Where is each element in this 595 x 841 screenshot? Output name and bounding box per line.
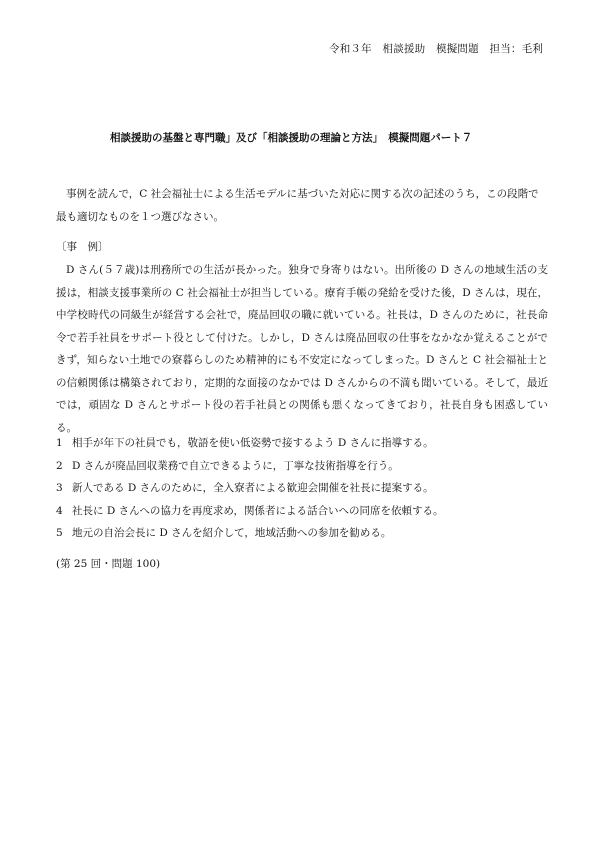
case-label: 〔事 例〕 [56,241,109,253]
question-source: (第 25 回・問題 100) [56,558,161,570]
answer-options [56,432,548,545]
option-text: 新人である D さんのために，全入寮者による歓迎会開催を社長に提案する。 [72,482,434,494]
option-number: 4 [56,504,63,517]
header-line: 令和３年 相談援助 模擬問題 担当：毛利 [329,43,543,55]
option-number: 1 [56,437,63,449]
case-body: D さん(５７歳)は刑務所での生活が長かった。独身で身寄りはない。出所後の D さんの地域生活の支援は，相談支援事業所の C 社会福祉士が担当している。療育手帳の発給を受けた後，D さんは，現在，中学校時代の同級生が経営する会社で，廃品回収の職に就いている。社長は，D さんのために，社長命令で若手社員をサポート役として付けた。しかし，D さんは廃品回収の仕事をなかなか覚えることができず，知らない土地での寮暮らしのため精神的にも不安定になってしまった。D さんと C 社会福祉士との信頼関係は構築されており，定期的な面接のなかでは D さんからの不満も聞いている。そして，最近では，頑固な D さんとサポート役の若手社員との関係も悪くなってきており，社長自身も困惑している。 [56,264,548,434]
option-text: 相手が年下の社員でも，敬語を使い低姿勢で接するよう D さんに指導する。 [72,437,434,449]
document-title: 相談援助の基盤と専門職」及び「相談援助の理論と方法」 模擬問題パート７ [110,132,473,144]
option-number: 3 [56,482,63,494]
option-number: 5 [56,527,63,539]
answer-option [56,522,548,545]
answer-option [56,500,548,523]
option-text: 地元の自治会長に D さんを紹介して，地域活動への参加を勧める。 [72,527,392,539]
answer-option [56,477,548,500]
option-number: 2 [56,459,63,472]
question-instruction: 事例を読んで，C 社会福祉士による生活モデルに基づいた対応に関する次の記述のうち，この段階で最も適切なものを１つ選びなさい。 [56,188,539,223]
option-text: 社長に D さんへの協力を再度求め，関係者による話合いへの同席を依頼する。 [72,504,444,517]
answer-option [56,432,548,455]
answer-option [56,455,548,478]
option-text: D さんが廃品回収業務で自立できるように，丁寧な技術指導を行う。 [72,459,399,472]
